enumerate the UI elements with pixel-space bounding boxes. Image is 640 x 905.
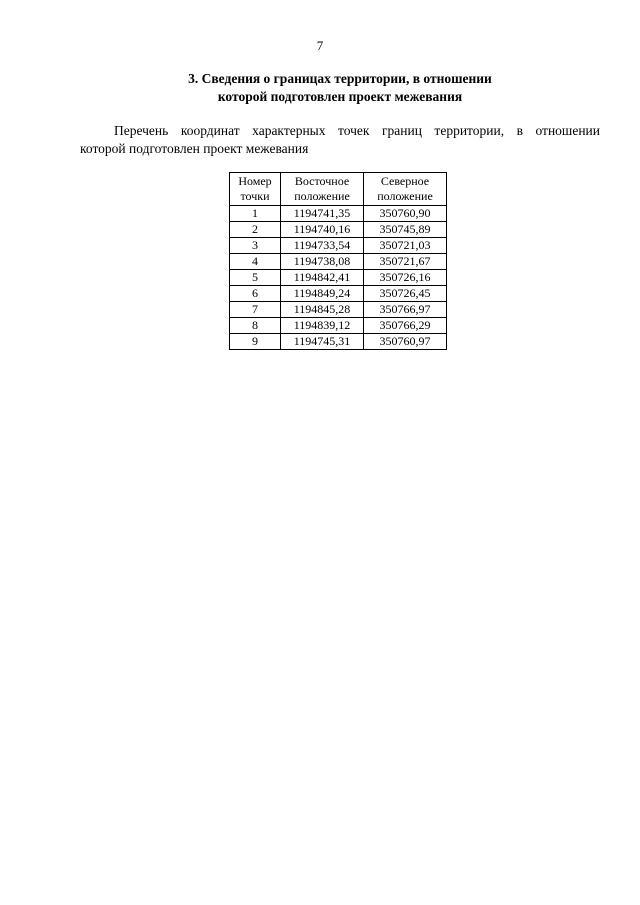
cell-north: 350726,45	[364, 286, 447, 302]
cell-point-number: 5	[230, 270, 281, 286]
cell-east: 1194733,54	[281, 238, 364, 254]
table-row	[230, 270, 447, 286]
table-row	[230, 302, 447, 318]
cell-north: 350766,29	[364, 318, 447, 334]
table-header-row	[230, 173, 447, 206]
table-row	[230, 254, 447, 270]
cell-east: 1194740,16	[281, 222, 364, 238]
cell-point-number: 9	[230, 334, 281, 350]
table-row	[230, 286, 447, 302]
cell-point-number: 2	[230, 222, 281, 238]
cell-point-number: 8	[230, 318, 281, 334]
cell-north: 350721,67	[364, 254, 447, 270]
cell-point-number: 4	[230, 254, 281, 270]
header-north-position: Северное положение	[364, 173, 447, 206]
cell-point-number: 6	[230, 286, 281, 302]
table-row	[230, 318, 447, 334]
section-title-line-2: которой подготовлен проект межевания	[217, 89, 463, 104]
cell-east: 1194738,08	[281, 254, 364, 270]
cell-east: 1194842,41	[281, 270, 364, 286]
cell-north: 350760,90	[364, 206, 447, 222]
cell-east: 1194741,35	[281, 206, 364, 222]
cell-point-number: 3	[230, 238, 281, 254]
cell-north: 350766,97	[364, 302, 447, 318]
table-row	[230, 222, 447, 238]
header-point-number: Номер точки	[230, 173, 281, 206]
header-east-position: Восточное положение	[281, 173, 364, 206]
section-title	[80, 70, 600, 106]
intro-paragraph	[80, 122, 600, 158]
intro-line-2: которой подготовлен проект межевания	[80, 141, 309, 156]
table-row	[230, 334, 447, 350]
cell-east: 1194839,12	[281, 318, 364, 334]
cell-east: 1194849,24	[281, 286, 364, 302]
cell-east: 1194845,28	[281, 302, 364, 318]
page-number: 7	[316, 38, 324, 53]
cell-east: 1194745,31	[281, 334, 364, 350]
intro-line-1: Перечень координат характерных точек границ территории, в отношении	[114, 123, 600, 138]
cell-north: 350721,03	[364, 238, 447, 254]
coordinates-table	[229, 172, 447, 350]
table-row	[230, 238, 447, 254]
cell-north: 350745,89	[364, 222, 447, 238]
table-row	[230, 206, 447, 222]
cell-north: 350760,97	[364, 334, 447, 350]
cell-north: 350726,16	[364, 270, 447, 286]
cell-point-number: 7	[230, 302, 281, 318]
section-title-line-1: 3. Сведения о границах территории, в отношении	[188, 71, 492, 86]
cell-point-number: 1	[230, 206, 281, 222]
